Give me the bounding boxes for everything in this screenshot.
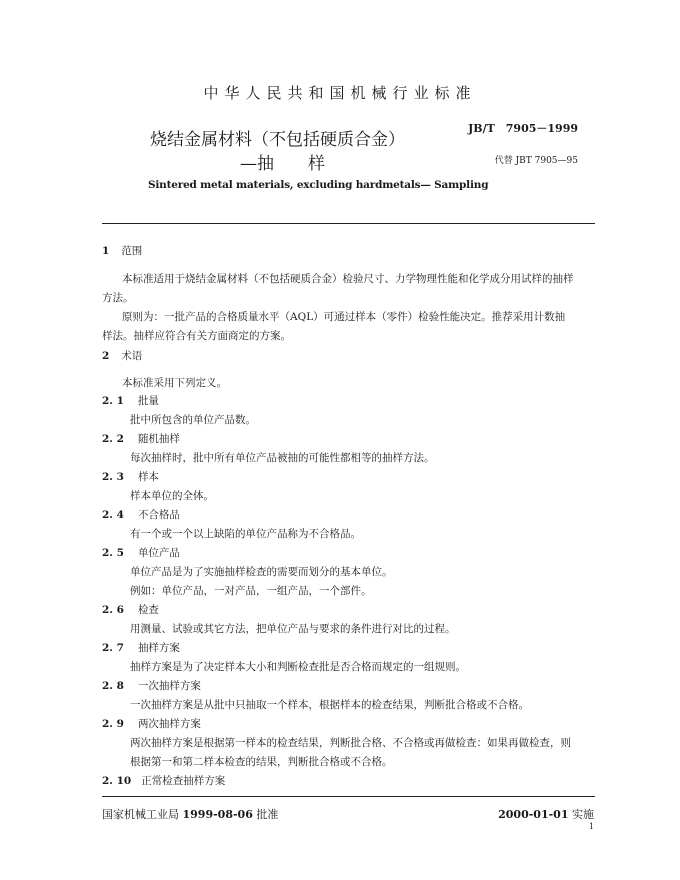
- definition-heading: [102, 640, 180, 655]
- definition-text: 每次抽样时，批中所有单位产品被抽的可能性都相等的抽样方法。: [130, 452, 435, 464]
- section-2-heading: [102, 348, 142, 363]
- implementation-date: 2000-01-01: [498, 808, 569, 821]
- header-divider: [102, 223, 595, 224]
- definition-text: 有一个或一个以上缺陷的单位产品称为不合格品。: [130, 528, 361, 540]
- paragraph-line: 本标准适用于烧结金属材料（不包括硬质合金）检验尺寸、力学物理性能和化学成分用试样的抽样: [122, 273, 574, 285]
- section-number: 1: [102, 245, 110, 257]
- definition-number: 2. 4: [102, 509, 124, 521]
- definition-number: 2. 8: [102, 680, 124, 692]
- definition-text: 两次抽样方案是根据第一样本的检查结果，判断批合格、不合格或再做检查：如果再做检查，则: [130, 737, 571, 749]
- definition-number: 2. 5: [102, 547, 124, 559]
- standard-number: JB/T 7905－1999: [468, 122, 578, 135]
- definition-heading: [102, 393, 159, 408]
- definition-text: 批中所包含的单位产品数。: [130, 414, 256, 426]
- definition-term: 单位产品: [137, 547, 180, 559]
- definition-number: 2. 9: [102, 718, 124, 730]
- approval-info: [102, 806, 278, 822]
- definition-number: 2. 7: [102, 642, 124, 654]
- definition-term: 样本: [137, 471, 159, 483]
- issuing-organization: 中华人民共和国机械行业标准: [203, 84, 477, 102]
- definition-number: 2. 3: [102, 471, 124, 483]
- definition-heading: [102, 716, 201, 731]
- paragraph-line: 原则为：一批产品的合格质量水平（AQL）可通过样本（零件）检验性能决定。推荐采用计数抽: [122, 311, 566, 323]
- definition-text: 一次抽样方案是从批中只抽取一个样本，根据样本的检查结果，判断批合格或不合格。: [130, 699, 529, 711]
- footer-divider: [102, 796, 595, 797]
- section-title: 范围: [121, 245, 143, 257]
- definition-text: 用测量、试验或其它方法，把单位产品与要求的条件进行对比的过程。: [130, 623, 456, 635]
- definition-term: 一次抽样方案: [137, 680, 201, 692]
- page-number: 1: [588, 822, 594, 831]
- definition-heading: [102, 469, 159, 484]
- approval-date: 1999-08-06: [182, 808, 253, 821]
- definition-text: 单位产品是为了实施抽样检查的需要而划分的基本单位。: [130, 566, 393, 578]
- definition-text-continued: 根据第一和第二样本检查的结果，判断批合格或不合格。: [130, 756, 393, 768]
- paragraph-line: 方法。: [102, 292, 134, 304]
- definition-heading: [102, 431, 180, 446]
- definition-term: 正常检查抽样方案: [141, 775, 226, 787]
- definition-number: 2. 2: [102, 433, 124, 445]
- approval-label: 批准: [256, 808, 279, 821]
- document-title: 烧结金属材料（不包括硬质合金）: [150, 130, 405, 150]
- section-1-heading: [102, 243, 142, 258]
- implementation-label: 实施: [572, 808, 594, 821]
- paragraph-line: 本标准采用下列定义。: [122, 377, 227, 389]
- definition-heading: [102, 507, 180, 522]
- definition-term: 两次抽样方案: [137, 718, 201, 730]
- definition-heading: [102, 545, 180, 560]
- definition-heading: [102, 678, 201, 693]
- definition-term: 批量: [137, 395, 159, 407]
- implementation-info: [498, 806, 594, 822]
- paragraph-line: 样法。抽样应符合有关方面商定的方案。: [102, 330, 291, 342]
- definition-number: 2. 1: [102, 395, 124, 407]
- definition-term: 检查: [137, 604, 159, 616]
- definition-heading: [102, 773, 225, 788]
- english-title: Sintered metal materials, excluding hardmetals— Sampling: [148, 179, 489, 191]
- definition-heading: [102, 602, 159, 617]
- issuer: 国家机械工业局: [102, 808, 179, 821]
- section-number: 2: [102, 350, 110, 362]
- definition-term: 抽样方案: [137, 642, 180, 654]
- definition-number: 2. 10: [102, 775, 132, 787]
- section-title: 术语: [121, 350, 143, 362]
- definition-example: 例如：单位产品，一对产品，一组产品，一个部件。: [130, 585, 372, 597]
- definition-text: 样本单位的全体。: [130, 490, 214, 502]
- replaces-standard: 代替 JBT 7905—95: [494, 156, 578, 166]
- definition-term: 不合格品: [137, 509, 180, 521]
- document-subtitle: —抽 样: [240, 154, 325, 174]
- definition-term: 随机抽样: [137, 433, 180, 445]
- definition-text: 抽样方案是为了决定样本大小和判断检查批是否合格而规定的一组规则。: [130, 661, 466, 673]
- definition-number: 2. 6: [102, 604, 124, 616]
